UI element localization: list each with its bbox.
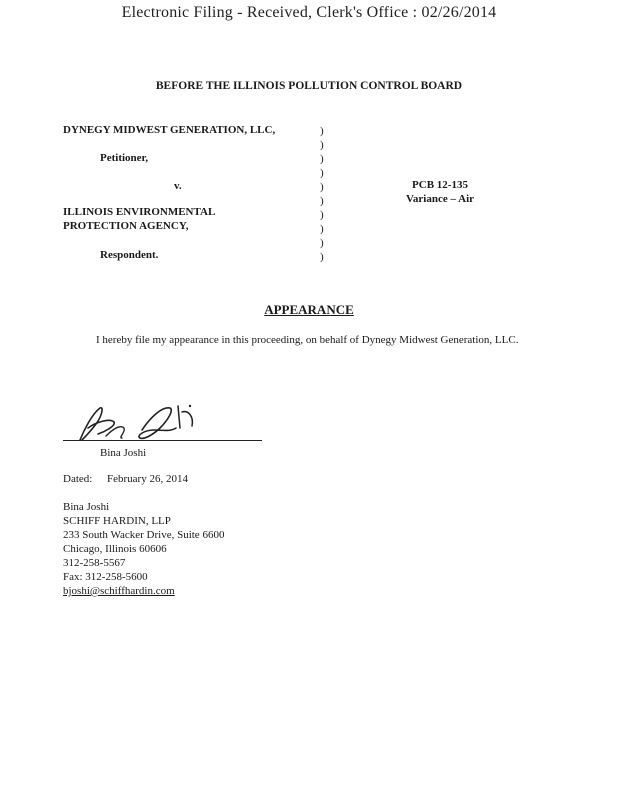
contact-fax: Fax: 312-258-5600 — [63, 571, 148, 583]
contact-address2: Chicago, Illinois 60606 — [63, 543, 167, 555]
appearance-heading: APPEARANCE — [264, 302, 354, 317]
caption-paren: ) — [320, 125, 324, 137]
caption-paren: ) — [320, 167, 324, 179]
signature-line — [63, 440, 262, 441]
respondent-role: Respondent. — [100, 249, 159, 261]
respondent-name-line1: ILLINOIS ENVIRONMENTAL — [63, 206, 216, 218]
case-number: PCB 12-135 — [412, 179, 468, 191]
contact-name: Bina Joshi — [63, 501, 110, 513]
caption-paren: ) — [320, 181, 324, 193]
contact-email-link[interactable]: bjoshi@schiffhardin.com — [63, 585, 175, 597]
caption-paren: ) — [320, 139, 324, 151]
caption-paren: ) — [320, 223, 324, 235]
caption-paren: ) — [320, 195, 324, 207]
signature-name: Bina Joshi — [100, 447, 147, 459]
petitioner-role: Petitioner, — [100, 152, 149, 164]
case-type: Variance – Air — [405, 193, 475, 205]
versus: v. — [174, 180, 182, 192]
contact-address1: 233 South Wacker Drive, Suite 6600 — [63, 529, 225, 541]
caption-paren: ) — [320, 237, 324, 249]
dated-label: Dated: — [63, 473, 93, 485]
appearance-body: I hereby file my appearance in this proceeding, on behalf of Dynegy Midwest Generation, LLC. — [96, 334, 519, 346]
signature-image — [70, 400, 230, 450]
board-title: BEFORE THE ILLINOIS POLLUTION CONTROL BOARD — [155, 80, 463, 92]
caption-paren: ) — [320, 251, 324, 263]
contact-phone: 312-258-5567 — [63, 557, 126, 569]
filing-stamp: Electronic Filing - Received, Clerk's Office : 02/26/2014 — [121, 4, 497, 21]
petitioner-name: DYNEGY MIDWEST GENERATION, LLC, — [63, 124, 276, 136]
caption-paren: ) — [320, 153, 324, 165]
caption-paren: ) — [320, 209, 324, 221]
respondent-name-line2: PROTECTION AGENCY, — [63, 220, 189, 232]
contact-firm: SCHIFF HARDIN, LLP — [63, 515, 171, 527]
dated-value: February 26, 2014 — [107, 473, 188, 485]
